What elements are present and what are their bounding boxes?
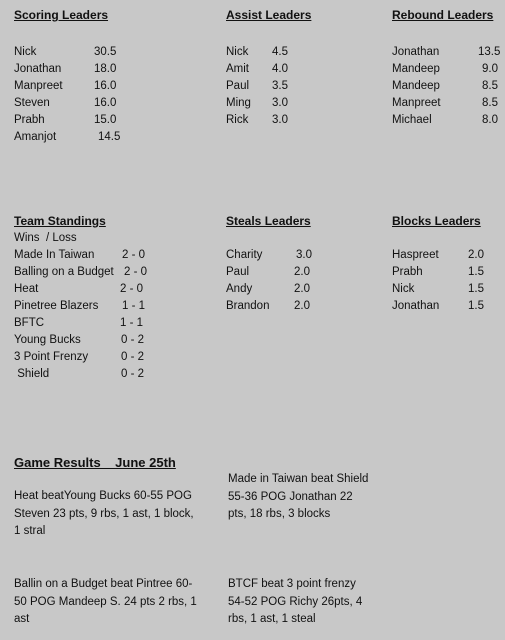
steals-row: Brandon 2.0 bbox=[226, 300, 310, 312]
steals-row: Andy 2.0 bbox=[226, 283, 310, 295]
assist-row: Nick 4.5 bbox=[226, 46, 288, 58]
blocks-leaders bbox=[392, 214, 502, 317]
blocks-row: Jonathan 1.5 bbox=[392, 300, 484, 312]
standings-row: Balling on a Budget 2 - 0 bbox=[14, 266, 148, 278]
rebound-row: Mandeep 8.5 bbox=[392, 80, 498, 92]
scoring-row: Steven 16.0 bbox=[14, 97, 117, 109]
scoring-row: Nick 30.5 bbox=[14, 46, 117, 58]
team-standings-title: Team Standings bbox=[14, 214, 106, 228]
game-result: Ballin on a Budget beat Pintree 60-50 POG Mandeep S. 24 pts 2 rbs, 1 ast bbox=[14, 578, 197, 625]
standings-row: Pinetree Blazers 1 - 1 bbox=[14, 300, 146, 312]
blocks-row: Prabh 1.5 bbox=[392, 266, 484, 278]
steals-leaders-title: Steals Leaders bbox=[226, 214, 311, 228]
rebound-row: Manpreet 8.5 bbox=[392, 97, 498, 109]
assist-leaders bbox=[226, 8, 326, 131]
standings-subtitle: Wins / Loss bbox=[14, 232, 77, 244]
rebound-leaders bbox=[392, 8, 502, 131]
standings-row: 3 Point Frenzy 0 - 2 bbox=[14, 351, 145, 363]
assist-leaders-title: Assist Leaders bbox=[226, 8, 312, 22]
scoring-leaders-title: Scoring Leaders bbox=[14, 8, 109, 22]
rebound-row: Michael 8.0 bbox=[392, 114, 498, 126]
game-result: Heat beatYoung Bucks 60-55 POG Steven 23 pts, 9 rbs, 1 ast, 1 block, 1 stral bbox=[14, 490, 194, 537]
game-result: Made in Taiwan beat Shield 55-36 POG Jonathan 22 pts, 18 rbs, 3 blocks bbox=[228, 473, 369, 520]
blocks-leaders-title: Blocks Leaders bbox=[392, 214, 481, 228]
standings-row: Made In Taiwan 2 - 0 bbox=[14, 249, 146, 261]
game-results-title: Game Results June 25th bbox=[14, 455, 176, 470]
assist-row: Amit 4.0 bbox=[226, 63, 288, 75]
assist-row: Paul 3.5 bbox=[226, 80, 288, 92]
team-standings bbox=[14, 214, 154, 385]
assist-row: Ming 3.0 bbox=[226, 97, 288, 109]
assist-row: Rick 3.0 bbox=[226, 114, 288, 126]
steals-row: Charity 3.0 bbox=[226, 249, 312, 261]
rebound-row: Mandeep 9.0 bbox=[392, 63, 498, 75]
blocks-row: Nick 1.5 bbox=[392, 283, 484, 295]
scoring-leaders bbox=[14, 8, 124, 148]
standings-row: Young Bucks 0 - 2 bbox=[14, 334, 145, 346]
standings-row: Shield 0 - 2 bbox=[14, 368, 145, 380]
blocks-row: Haspreet 2.0 bbox=[392, 249, 484, 261]
rebound-leaders-title: Rebound Leaders bbox=[392, 8, 494, 22]
standings-row: Heat 2 - 0 bbox=[14, 283, 144, 295]
standings-row: BFTC 1 - 1 bbox=[14, 317, 144, 329]
scoring-row: Jonathan 18.0 bbox=[14, 63, 117, 75]
scoring-row: Amanjot 14.5 bbox=[14, 131, 121, 143]
scoring-row: Prabh 15.0 bbox=[14, 114, 117, 126]
rebound-row: Jonathan 13.5 bbox=[392, 46, 501, 58]
game-result: BTCF beat 3 point frenzy 54-52 POG Richy 26pts, 4 rbs, 1 ast, 1 steal bbox=[228, 578, 363, 625]
scoring-row: Manpreet 16.0 bbox=[14, 80, 117, 92]
steals-row: Paul 2.0 bbox=[226, 266, 310, 278]
steals-leaders bbox=[226, 214, 336, 317]
